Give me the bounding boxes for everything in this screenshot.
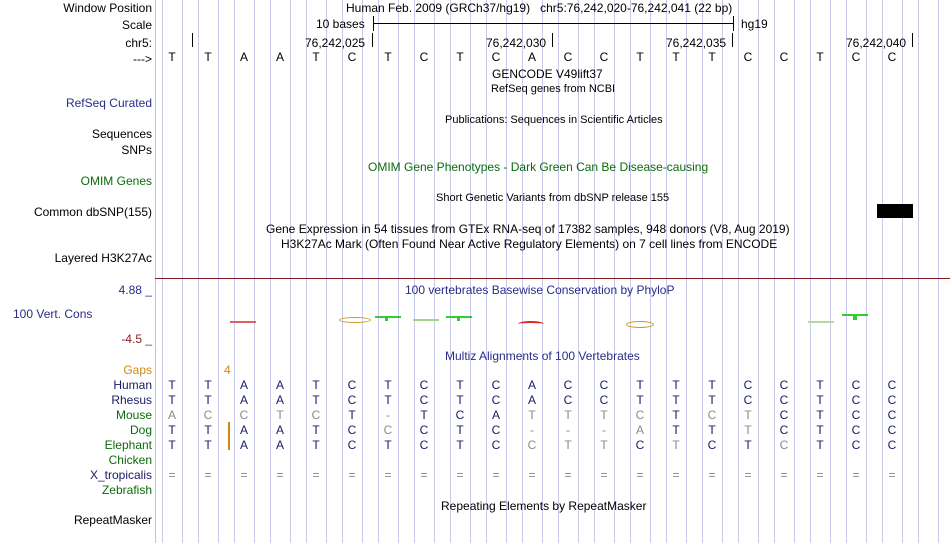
alignment-base: T [708,423,716,437]
alignment-base: C [851,393,861,407]
alignment-base: A [275,438,284,452]
conservation-track-title: 100 vertebrates Basewise Conservation by PhyloP [405,283,675,297]
alignment-base: C [779,408,789,422]
alignment-base: C [347,393,357,407]
base-gridline [362,0,363,543]
ruler-title: Human Feb. 2009 (GRCh37/hg19) chr5:76,242,020-76,242,041 (22 bp) [346,1,733,15]
alignment-base: C [347,378,357,392]
scale-bar [373,23,733,24]
species-label-rhesus[interactable]: Rhesus [111,393,152,407]
base-gridline [758,0,759,543]
alignment-base: T [312,423,320,437]
alignment-base: A [635,423,644,437]
species-label-mouse[interactable]: Mouse [115,408,152,422]
sequence-base: T [168,50,176,64]
alignment-base: C [779,423,789,437]
alignment-base: T [420,408,428,422]
alignment-base: A [239,393,248,407]
alignment-base: = [816,468,824,482]
alignment-base: T [816,378,824,392]
alignment-base: = [744,468,752,482]
alignment-base: C [851,378,861,392]
common-dbsnp-label[interactable]: Common dbSNP(155) [33,205,152,219]
refseq-track-subtitle: RefSeq genes from NCBI [491,83,616,95]
position-label: 76,242,040 [846,36,907,50]
alignment-base: C [851,438,861,452]
alignment-base: C [563,393,573,407]
strand-label: ---> [133,52,152,66]
alignment-base: A [527,378,536,392]
alignment-base: C [563,378,573,392]
conservation-mark [385,316,388,321]
base-gridline [326,0,327,543]
alignment-base: = [708,468,716,482]
alignment-base: T [816,408,824,422]
alignment-base: C [491,423,501,437]
alignment-base: C [779,393,789,407]
alignment-base: C [419,438,429,452]
base-gridline [722,0,723,543]
alignment-base: C [887,423,897,437]
alignment-base: T [744,408,752,422]
alignment-base: T [456,438,464,452]
species-label-human[interactable]: Human [113,378,152,392]
publications-track-title: Publications: Sequences in Scientific Articles [445,114,663,126]
conservation-mark [339,317,371,323]
base-gridline [254,0,255,543]
alignment-base: T [672,423,680,437]
alignment-base: T [276,408,284,422]
species-label-elephant[interactable]: Elephant [104,438,152,452]
alignment-base: T [168,378,176,392]
alignment-base: - [386,408,390,422]
alignment-base: - [602,423,606,437]
scale-text: 10 bases [316,17,365,31]
alignment-base: T [744,423,752,437]
multiz-track-title: Multiz Alignments of 100 Vertebrates [445,349,640,363]
base-gridline [182,0,183,543]
gap-marker [228,422,230,450]
base-gridline [902,0,903,543]
sequence-base: C [743,50,753,64]
alignment-base: T [636,378,644,392]
track-divider [155,278,950,279]
alignment-base: T [564,408,572,422]
alignment-base: C [419,378,429,392]
alignment-base: C [347,438,357,452]
alignment-base: = [780,468,788,482]
alignment-base: T [204,438,212,452]
alignment-base: C [887,378,897,392]
alignment-base: C [419,423,429,437]
alignment-base: = [492,468,500,482]
alignment-base: = [420,468,428,482]
base-gridline [738,0,739,543]
alignment-base: T [312,438,320,452]
position-label: 76,242,030 [486,36,547,50]
sequence-base: A [527,50,536,64]
snps-label[interactable]: SNPs [121,143,152,157]
alignment-base: - [566,423,570,437]
base-gridline [866,0,867,543]
alignment-base: C [599,378,609,392]
base-gridline [830,0,831,543]
base-gridline [234,0,235,543]
base-gridline [846,0,847,543]
alignment-base: = [852,468,860,482]
conservation-mark [853,314,857,320]
alignment-base: C [383,423,393,437]
base-gridline [686,0,687,543]
alignment-base: = [276,468,284,482]
alignment-base: = [600,468,608,482]
repeatmasker-label[interactable]: RepeatMasker [73,513,152,527]
alignment-base: T [456,393,464,407]
alignment-base: C [635,438,645,452]
alignment-base: = [564,468,572,482]
alignment-base: T [816,393,824,407]
alignment-base: C [887,438,897,452]
alignment-base: C [491,378,501,392]
conservation-mark [808,321,834,323]
omim-genes-label[interactable]: OMIM Genes [80,174,152,188]
alignment-base: T [348,408,356,422]
alignment-base: = [348,468,356,482]
alignment-base: C [491,393,501,407]
conservation-mark [518,321,544,327]
base-gridline [486,0,487,543]
position-tick [192,33,193,47]
alignment-base: T [672,393,680,407]
alignment-base: A [167,408,176,422]
gtex-track-title: Gene Expression in 54 tissues from GTEx RNA-seq of 17382 samples, 948 donors (V8, Aug 2019) [266,222,790,236]
alignment-base: T [708,393,716,407]
alignment-base: T [636,393,644,407]
alignment-base: C [491,438,501,452]
vert-cons-label[interactable]: 100 Vert. Cons [13,307,93,321]
base-gridline [290,0,291,543]
alignment-base: C [599,393,609,407]
alignment-base: T [168,423,176,437]
sequence-base: C [419,50,429,64]
alignment-base: = [168,468,176,482]
alignment-base: - [530,423,534,437]
alignment-base: T [744,438,752,452]
sequence-base: T [384,50,392,64]
base-gridline [774,0,775,543]
label-column-divider [155,0,156,543]
alignment-base: T [312,393,320,407]
h3k27ac-track-title: H3K27Ac Mark (Often Found Near Active Regulatory Elements) on 7 cell lines from ENCODE [281,237,778,251]
alignment-base: T [816,423,824,437]
base-gridline [270,0,271,543]
scale-bar-right-tick [733,16,734,31]
conservation-mark [230,321,256,323]
species-label-x_tropicalis[interactable]: X_tropicalis [89,468,152,482]
alignment-base: A [239,438,248,452]
scale-label: Scale [121,18,152,32]
alignment-base: T [528,408,536,422]
base-gridline [882,0,883,543]
base-gridline [414,0,415,543]
position-tick [732,33,733,47]
sequence-base: T [636,50,644,64]
base-gridline [810,0,811,543]
alignment-base: A [275,393,284,407]
alignment-base: T [672,378,680,392]
base-gridline [162,0,163,543]
alignment-base: C [779,378,789,392]
alignment-base: = [672,468,680,482]
conservation-mark [457,316,460,321]
alignment-base: A [527,393,536,407]
base-gridline [306,0,307,543]
alignment-base: C [203,408,213,422]
alignment-base: A [275,378,284,392]
assembly-name: hg19 [741,17,768,31]
alignment-base: = [636,468,644,482]
sequences-label[interactable]: Sequences [91,127,152,141]
base-gridline [938,0,939,543]
alignment-base: T [816,438,824,452]
chr-label: chr5: [125,36,152,50]
alignment-base: A [275,423,284,437]
conservation-mark [375,316,401,318]
sequence-base: C [347,50,357,64]
alignment-base: C [779,438,789,452]
alignment-base: T [456,423,464,437]
base-gridline [702,0,703,543]
alignment-base: = [384,468,392,482]
conservation-mark [413,319,439,321]
alignment-base: = [888,468,896,482]
sequence-base: C [887,50,897,64]
base-gridline [918,0,919,543]
alignment-base: C [707,408,717,422]
alignment-base: T [384,438,392,452]
alignment-base: A [239,378,248,392]
sequence-base: T [312,50,320,64]
alignment-base: = [312,468,320,482]
base-gridline [218,0,219,543]
sequence-base: C [779,50,789,64]
position-tick [552,33,553,47]
species-label-zebrafish[interactable]: Zebrafish [101,483,152,497]
alignment-base: C [851,423,861,437]
alignment-base: C [743,393,753,407]
alignment-base: C [887,408,897,422]
position-tick [912,33,913,47]
alignment-base: C [239,408,249,422]
alignment-base: C [347,423,357,437]
position-label: 76,242,025 [305,36,366,50]
alignment-base: C [311,408,321,422]
alignment-base: C [455,408,465,422]
scale-bar-left-tick [373,16,374,31]
window-position-label: Window Position [63,1,152,15]
snp-feature-block[interactable] [877,204,913,218]
alignment-base: T [564,438,572,452]
alignment-base: T [708,378,716,392]
base-gridline [398,0,399,543]
alignment-base: C [419,393,429,407]
base-gridline [450,0,451,543]
position-label: 76,242,035 [666,36,727,50]
conservation-mark [626,321,654,328]
repeatmasker-track-title: Repeating Elements by RepeatMasker [441,499,647,513]
alignment-base: T [600,408,608,422]
alignment-base: T [204,393,212,407]
alignment-base: C [527,438,537,452]
sequence-base: T [816,50,824,64]
base-gridline [794,0,795,543]
alignment-base: T [456,378,464,392]
sequence-base: A [275,50,284,64]
alignment-base: T [384,393,392,407]
base-gridline [342,0,343,543]
sequence-base: C [563,50,573,64]
alignment-base: T [384,378,392,392]
base-gridline [198,0,199,543]
alignment-base: T [672,438,680,452]
base-gridline [630,0,631,543]
alignment-base: T [312,378,320,392]
gaps-count: 4 [224,363,231,377]
dbsnp-track-title: Short Genetic Variants from dbSNP release 155 [436,192,670,204]
sequence-base: T [672,50,680,64]
sequence-base: C [491,50,501,64]
alignment-base: C [851,408,861,422]
conservation-max-label: 4.88 _ [118,283,152,297]
gencode-track-title: GENCODE V49lift37 [492,67,603,81]
conservation-min-label: -4.5 _ [121,332,152,346]
alignment-base: = [240,468,248,482]
alignment-base: T [600,438,608,452]
sequence-base: T [708,50,716,64]
alignment-base: A [491,408,500,422]
alignment-base: T [204,423,212,437]
alignment-base: = [456,468,464,482]
base-gridline [666,0,667,543]
species-label-dog[interactable]: Dog [129,423,152,437]
gaps-label[interactable]: Gaps [123,363,152,377]
alignment-base: C [707,438,717,452]
alignment-base: C [887,393,897,407]
alignment-base: T [204,378,212,392]
alignment-base: T [168,393,176,407]
alignment-base: = [204,468,212,482]
base-gridline [470,0,471,543]
sequence-base: C [851,50,861,64]
base-gridline [434,0,435,543]
alignment-base: T [168,438,176,452]
refseq-curated-label[interactable]: RefSeq Curated [65,96,152,110]
alignment-base: T [672,408,680,422]
alignment-base: C [635,408,645,422]
sequence-base: T [204,50,212,64]
base-gridline [650,0,651,543]
species-label-chicken[interactable]: Chicken [108,453,152,467]
position-tick [372,33,373,47]
sequence-base: A [239,50,248,64]
alignment-base: = [528,468,536,482]
base-gridline [378,0,379,543]
layered-h3k27ac-label[interactable]: Layered H3K27Ac [54,251,152,265]
alignment-base: C [743,378,753,392]
omim-track-title: OMIM Gene Phenotypes - Dark Green Can Be Disease-causing [368,160,709,174]
alignment-base: A [239,423,248,437]
sequence-base: C [599,50,609,64]
sequence-base: T [456,50,464,64]
